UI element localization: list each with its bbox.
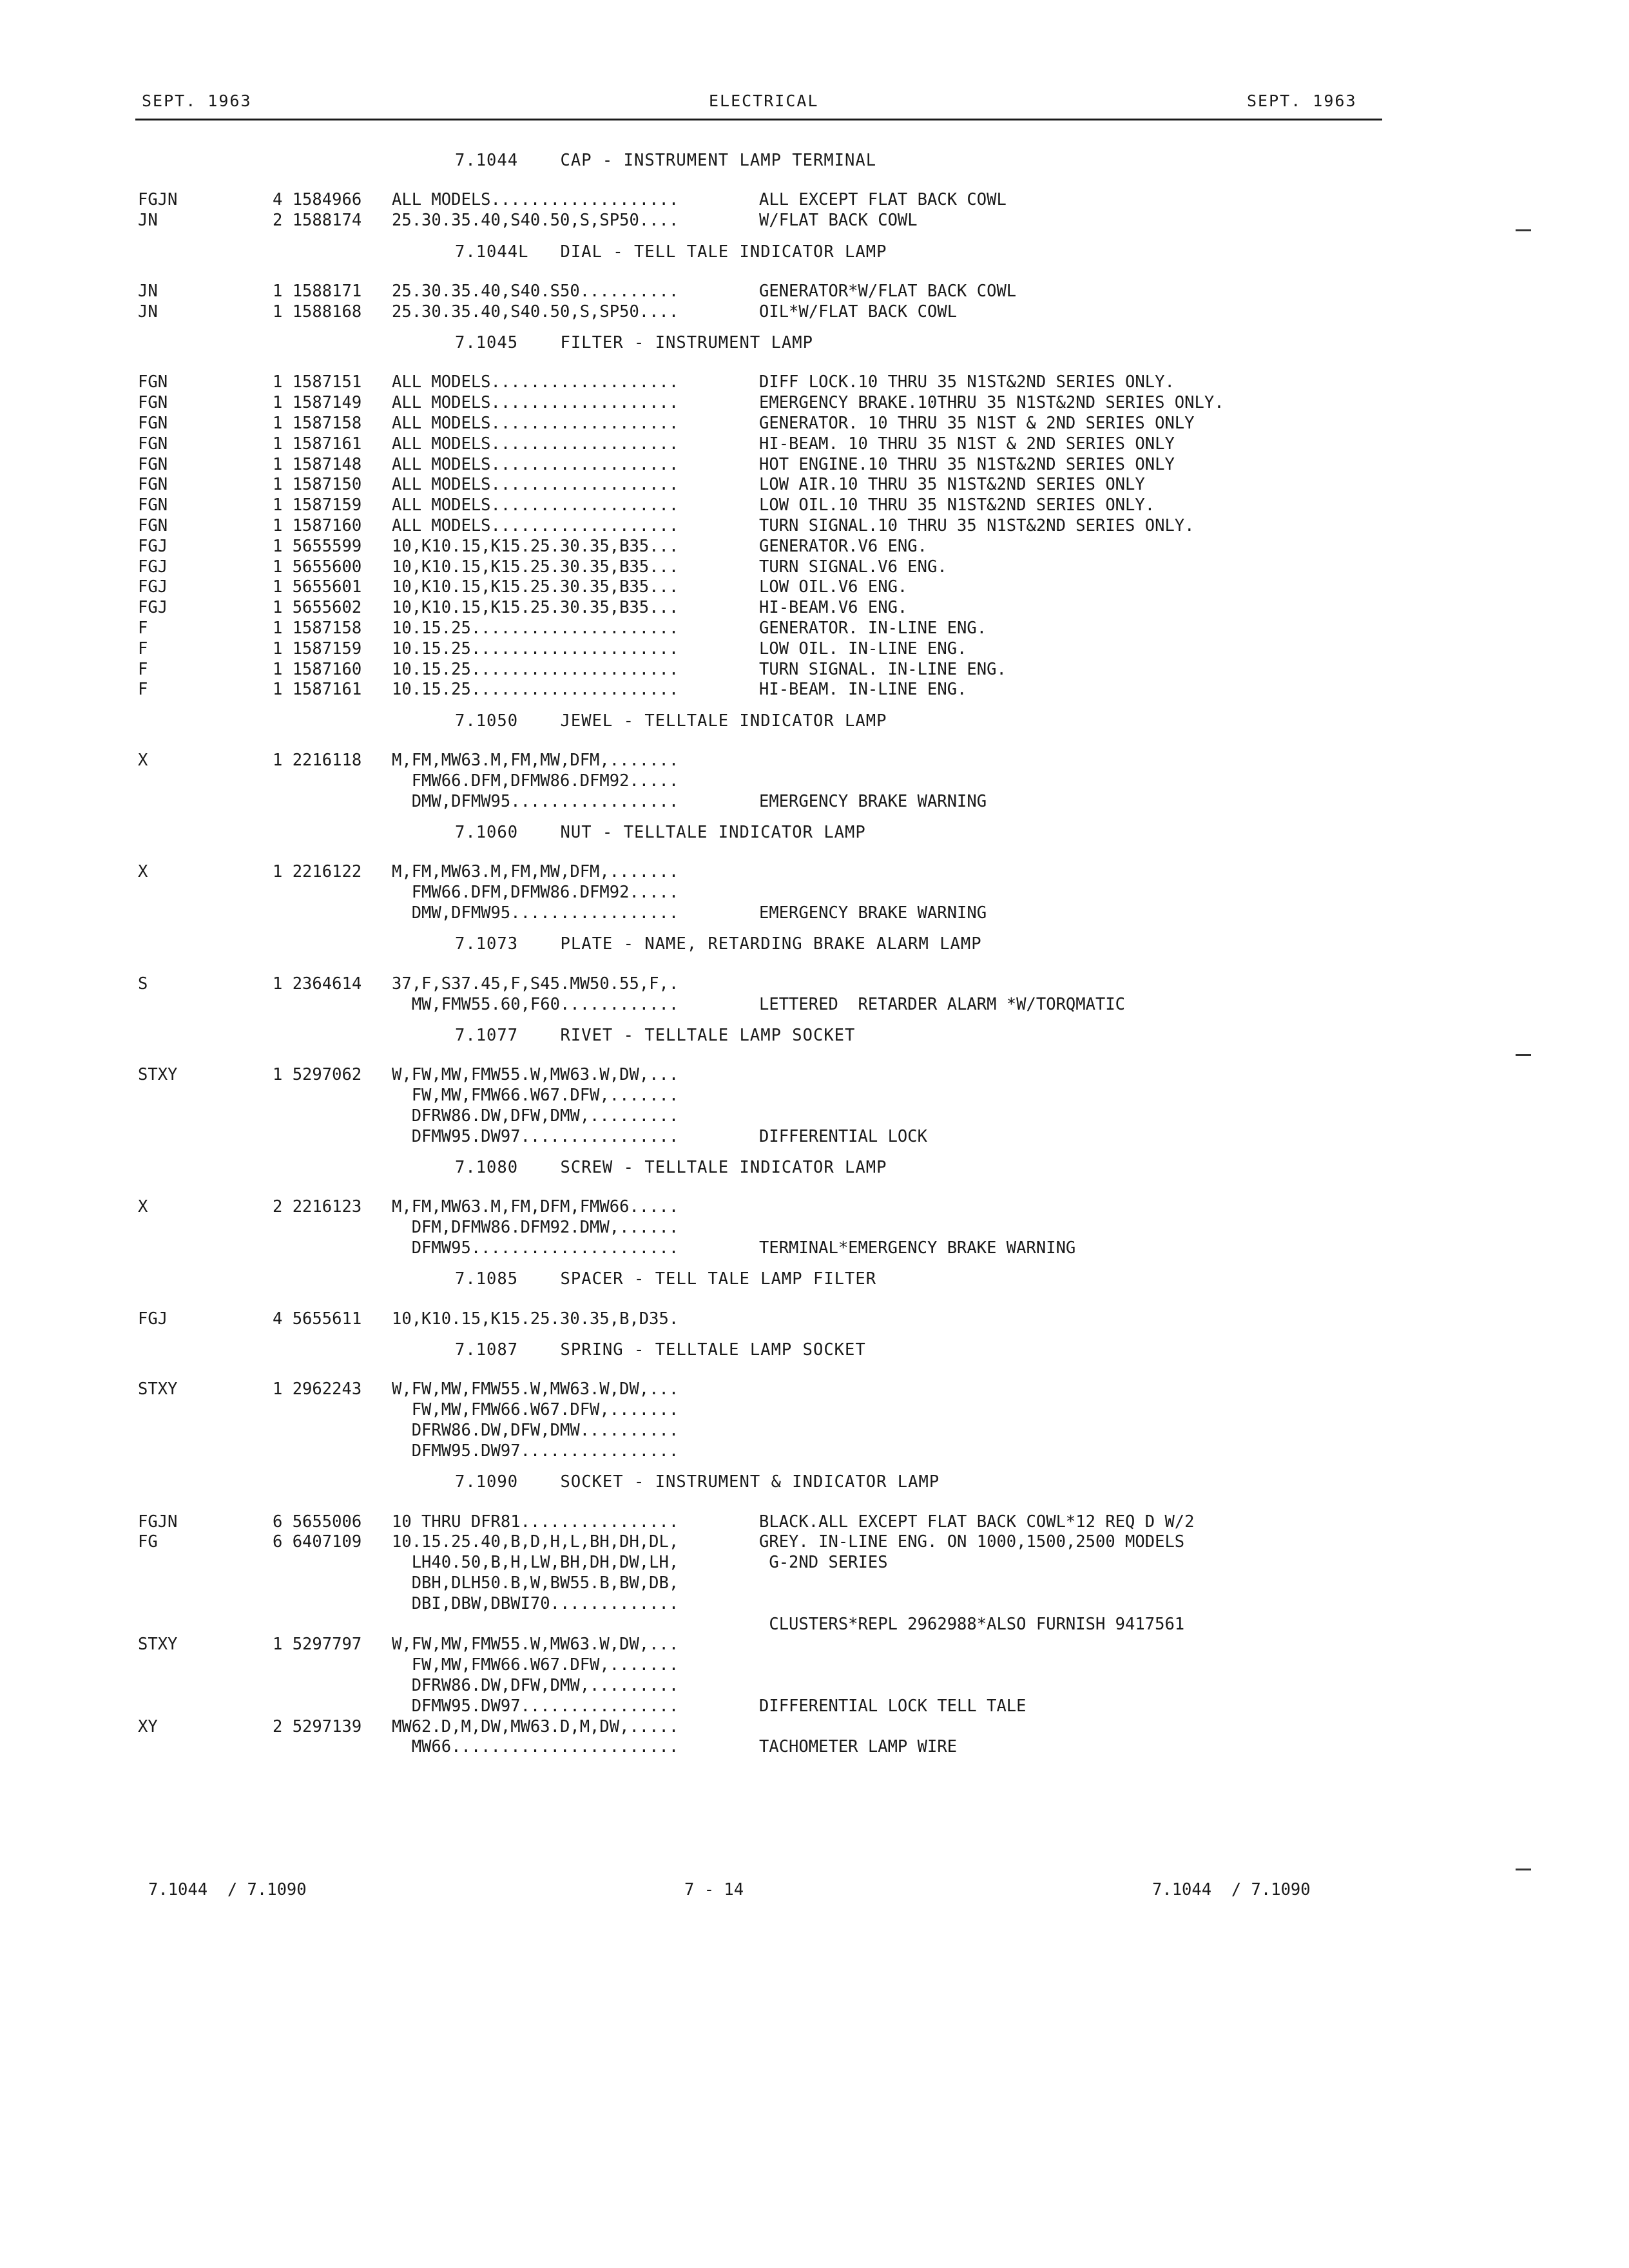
model-codes: FGN [138,393,168,413]
model-codes: FGN [138,495,168,515]
model-list: FW,MW,FMW66.W67.DFW,....... [392,1400,679,1420]
model-list: W,FW,MW,FMW55.W,MW63.W,DW,... [392,1379,679,1399]
part-row [0,454,1629,475]
part-row [0,515,1629,536]
qty-part-number: 1 1587161 [273,434,362,454]
description: BLACK.ALL EXCEPT FLAT BACK COWL*12 REQ D W/2 [759,1512,1195,1532]
qty-part-number: 1 5297062 [273,1065,362,1085]
model-list: M,FM,MW63.M,FM,MW,DFM,....... [392,751,679,771]
part-row [0,861,1629,882]
margin-mark [1516,1054,1531,1056]
part-row [0,281,1629,302]
part-row [0,597,1629,618]
part-row [0,434,1629,454]
qty-part-number: 1 1587150 [273,475,362,495]
part-row [0,1736,1629,1757]
description: LOW OIL. IN-LINE ENG. [759,639,967,658]
description: TERMINAL*EMERGENCY BRAKE WARNING [759,1238,1076,1258]
part-row [0,1196,1629,1217]
model-list: DBI,DBW,DBWI70............. [392,1593,679,1613]
qty-part-number: 1 2962243 [273,1379,362,1399]
part-row [0,882,1629,903]
part-row [0,750,1629,771]
description: GENERATOR*W/FLAT BACK COWL [759,281,1017,301]
part-row [0,974,1629,994]
part-row [0,1126,1629,1147]
section-title: 7.1080 SCREW - TELLTALE INDICATOR LAMP [455,1157,887,1177]
model-list: DFRW86.DW,DFW,DMW.......... [392,1421,679,1440]
qty-part-number: 1 1587161 [273,680,362,700]
part-row [0,536,1629,557]
qty-part-number: 1 1587149 [273,393,362,413]
model-codes: FGJ [138,577,168,597]
model-list: 25.30.35.40,S40.50,S,SP50.... [392,211,679,231]
part-row [0,659,1629,680]
qty-part-number: 6 5655006 [273,1512,362,1532]
description: DIFF LOCK.10 THRU 35 N1ST&2ND SERIES ONLY. [759,372,1175,392]
part-row [0,474,1629,495]
description: LOW AIR.10 THRU 35 N1ST&2ND SERIES ONLY [759,475,1145,495]
qty-part-number: 6 6407109 [273,1532,362,1552]
model-codes: FGJN [138,190,178,210]
part-row [0,189,1629,210]
description: HI-BEAM.V6 ENG. [759,598,908,618]
qty-part-number: 1 2364614 [273,974,362,994]
model-codes: F [138,639,148,658]
part-row [0,1420,1629,1441]
model-codes: JN [138,302,158,322]
header-rule [135,119,1382,120]
part-row [0,771,1629,791]
model-codes: FGJ [138,557,168,577]
model-list: ALL MODELS................... [392,190,679,210]
part-row [0,1238,1629,1258]
part-row [0,577,1629,597]
part-row [0,1593,1629,1614]
qty-part-number: 2 1588174 [273,211,362,231]
model-list: 10.15.25..................... [392,659,679,679]
model-list: ALL MODELS................... [392,516,679,536]
model-list: MW62.D,M,DW,MW63.D,M,DW,..... [392,1716,679,1736]
part-row [0,1309,1629,1329]
model-codes: FGN [138,475,168,495]
model-list: ALL MODELS................... [392,475,679,495]
model-codes: F [138,680,148,700]
model-list: ALL MODELS................... [392,414,679,434]
model-list: FW,MW,FMW66.W67.DFW,....... [392,1655,679,1675]
header-section-title: ELECTRICAL [709,91,819,110]
model-codes: S [138,974,148,994]
model-list: 10,K10.15,K15.25.30.35,B35... [392,557,679,577]
model-list: FMW66.DFM,DFMW86.DFM92..... [392,771,679,791]
part-row [0,392,1629,413]
description: LETTERED RETARDER ALARM *W/TORQMATIC [759,994,1126,1014]
section-title: 7.1044 CAP - INSTRUMENT LAMP TERMINAL [455,151,877,170]
section-title: 7.1060 NUT - TELLTALE INDICATOR LAMP [455,823,866,843]
model-list: ALL MODELS................... [392,372,679,392]
model-list: LH40.50,B,H,LW,BH,DH,DW,LH, [392,1553,679,1573]
part-row [0,413,1629,434]
description: DIFFERENTIAL LOCK [759,1126,927,1146]
model-list: 25.30.35.40,S40.50,S,SP50.... [392,302,679,322]
model-codes: FGN [138,414,168,434]
model-list: 10.15.25..................... [392,619,679,639]
model-codes: STXY [138,1379,178,1399]
qty-part-number: 1 1588168 [273,302,362,322]
model-list: 10.15.25.40,B,D,H,L,BH,DH,DL, [392,1532,679,1552]
part-row [0,639,1629,659]
part-row [0,1399,1629,1420]
model-codes: F [138,659,148,679]
model-codes: FGJ [138,536,168,556]
part-row [0,791,1629,812]
description: TURN SIGNAL.V6 ENG. [759,557,947,577]
part-row [0,210,1629,231]
model-codes: FGN [138,454,168,474]
part-row [0,302,1629,322]
part-row [0,1532,1629,1552]
model-codes: FG [138,1532,158,1552]
qty-part-number: 2 5297139 [273,1716,362,1736]
part-row [0,372,1629,392]
description: GENERATOR. 10 THRU 35 N1ST & 2ND SERIES ONLY [759,414,1195,434]
model-list: ALL MODELS................... [392,495,679,515]
qty-part-number: 1 2216118 [273,751,362,771]
qty-part-number: 1 2216122 [273,862,362,882]
model-codes: JN [138,281,158,301]
description: LOW OIL.10 THRU 35 N1ST&2ND SERIES ONLY. [759,495,1155,515]
part-row [0,1552,1629,1573]
qty-part-number: 1 5655600 [273,557,362,577]
model-codes: STXY [138,1065,178,1085]
qty-part-number: 1 1587160 [273,659,362,679]
model-list: 10,K10.15,K15.25.30.35,B,D35. [392,1309,679,1329]
description: GENERATOR.V6 ENG. [759,536,927,556]
qty-part-number: 1 1587148 [273,454,362,474]
qty-part-number: 2 2216123 [273,1197,362,1217]
description: GREY. IN-LINE ENG. ON 1000,1500,2500 MODELS [759,1532,1185,1552]
model-list: 37,F,S37.45,F,S45.MW50.55,F,. [392,974,679,994]
qty-part-number: 1 5655601 [273,577,362,597]
model-list: MW,FMW55.60,F60............ [392,994,679,1014]
header-date-right: SEPT. 1963 [1247,91,1357,110]
model-list: DMW,DFMW95................. [392,903,679,923]
footer-range-right: 7.1044 / 7.1090 [1152,1880,1311,1899]
model-codes: FGN [138,516,168,536]
model-list: DFMW95.DW97................ [392,1696,679,1716]
model-list: 10.15.25..................... [392,639,679,658]
qty-part-number: 1 1588171 [273,281,362,301]
qty-part-number: 1 5297797 [273,1635,362,1655]
part-row [0,679,1629,700]
margin-mark [1516,229,1531,231]
part-row [0,1379,1629,1399]
description: G-2ND SERIES [759,1553,888,1573]
section-title: 7.1050 JEWEL - TELLTALE INDICATOR LAMP [455,711,887,731]
qty-part-number: 1 1587159 [273,639,362,658]
model-codes: JN [138,211,158,231]
section-title: 7.1044L DIAL - TELL TALE INDICATOR LAMP [455,242,887,262]
qty-part-number: 1 1587159 [273,495,362,515]
model-list: W,FW,MW,FMW55.W,MW63.W,DW,... [392,1065,679,1085]
part-row [0,1696,1629,1716]
qty-part-number: 4 1584966 [273,190,362,210]
section-title: 7.1087 SPRING - TELLTALE LAMP SOCKET [455,1340,866,1360]
description: OIL*W/FLAT BACK COWL [759,302,958,322]
model-list: M,FM,MW63.M,FM,DFM,FMW66..... [392,1197,679,1217]
section-title: 7.1085 SPACER - TELL TALE LAMP FILTER [455,1269,877,1289]
model-codes: X [138,751,148,771]
description: GENERATOR. IN-LINE ENG. [759,619,987,639]
part-row [0,1655,1629,1675]
model-list: DFMW95.DW97................ [392,1441,679,1461]
margin-mark [1516,1869,1531,1870]
description: HOT ENGINE.10 THRU 35 N1ST&2ND SERIES ONLY [759,454,1175,474]
model-list: DFMW95.DW97................ [392,1126,679,1146]
part-row [0,618,1629,639]
model-codes: STXY [138,1635,178,1655]
model-list: 10,K10.15,K15.25.30.35,B35... [392,577,679,597]
model-list: M,FM,MW63.M,FM,MW,DFM,....... [392,862,679,882]
description: ALL EXCEPT FLAT BACK COWL [759,190,1007,210]
part-row [0,1512,1629,1532]
model-list: DFMW95..................... [392,1238,679,1258]
part-row [0,994,1629,1015]
model-list: W,FW,MW,FMW55.W,MW63.W,DW,... [392,1635,679,1655]
part-row [0,1634,1629,1655]
description: TURN SIGNAL. IN-LINE ENG. [759,659,1007,679]
model-codes: FGN [138,372,168,392]
model-list: DBH,DLH50.B,W,BW55.B,BW,DB, [392,1573,679,1593]
model-list: 10 THRU DFR81................ [392,1512,679,1532]
model-list: DFM,DFMW86.DFM92.DMW,...... [392,1218,679,1238]
qty-part-number: 4 5655611 [273,1309,362,1329]
part-row [0,1217,1629,1238]
part-row [0,1573,1629,1593]
section-title: 7.1077 RIVET - TELLTALE LAMP SOCKET [455,1025,856,1045]
footer-range-left: 7.1044 / 7.1090 [148,1880,307,1899]
part-row [0,1441,1629,1461]
model-list: DFRW86.DW,DFW,DMW,......... [392,1675,679,1695]
part-row [0,557,1629,577]
model-list: 10,K10.15,K15.25.30.35,B35... [392,536,679,556]
model-list: FMW66.DFM,DFMW86.DFM92..... [392,883,679,903]
qty-part-number: 1 1587151 [273,372,362,392]
model-codes: FGJ [138,598,168,618]
model-codes: FGJN [138,1512,178,1532]
description: DIFFERENTIAL LOCK TELL TALE [759,1696,1027,1716]
qty-part-number: 1 1587160 [273,516,362,536]
model-codes: X [138,1197,148,1217]
model-list: DMW,DFMW95................. [392,791,679,811]
qty-part-number: 1 1587158 [273,619,362,639]
part-row [0,1716,1629,1737]
model-list: FW,MW,FMW66.W67.DFW,....... [392,1086,679,1106]
model-codes: XY [138,1716,158,1736]
model-codes: X [138,862,148,882]
model-list: ALL MODELS................... [392,434,679,454]
description: TURN SIGNAL.10 THRU 35 N1ST&2ND SERIES ONLY. [759,516,1195,536]
model-list: DFRW86.DW,DFW,DMW,......... [392,1106,679,1126]
description: HI-BEAM. 10 THRU 35 N1ST & 2ND SERIES ONLY [759,434,1175,454]
description: HI-BEAM. IN-LINE ENG. [759,680,967,700]
description: LOW OIL.V6 ENG. [759,577,908,597]
model-codes: F [138,619,148,639]
qty-part-number: 1 5655602 [273,598,362,618]
model-list: ALL MODELS................... [392,454,679,474]
part-row [0,1064,1629,1085]
model-list: 10.15.25..................... [392,680,679,700]
part-row [0,1106,1629,1126]
section-title: 7.1045 FILTER - INSTRUMENT LAMP [455,333,813,353]
description: W/FLAT BACK COWL [759,211,918,231]
model-codes: FGJ [138,1309,168,1329]
description: TACHOMETER LAMP WIRE [759,1737,958,1757]
qty-part-number: 1 5655599 [273,536,362,556]
part-row [0,1614,1629,1635]
model-list: 10,K10.15,K15.25.30.35,B35... [392,598,679,618]
description: EMERGENCY BRAKE.10THRU 35 N1ST&2ND SERIES ONLY. [759,393,1224,413]
model-list: ALL MODELS................... [392,393,679,413]
model-list: 25.30.35.40,S40.S50.......... [392,281,679,301]
section-title: 7.1090 SOCKET - INSTRUMENT & INDICATOR LAMP [455,1472,940,1492]
qty-part-number: 1 1587158 [273,414,362,434]
model-list: MW66....................... [392,1737,679,1757]
part-row [0,1085,1629,1106]
description: EMERGENCY BRAKE WARNING [759,903,987,923]
header-date-left: SEPT. 1963 [142,91,252,110]
part-row [0,495,1629,515]
description: EMERGENCY BRAKE WARNING [759,791,987,811]
section-title: 7.1073 PLATE - NAME, RETARDING BRAKE ALARM LAMP [455,934,982,954]
description: CLUSTERS*REPL 2962988*ALSO FURNISH 9417561 [759,1614,1185,1634]
part-row [0,903,1629,923]
part-row [0,1675,1629,1696]
model-codes: FGN [138,434,168,454]
footer-page-number: 7 - 14 [684,1880,744,1899]
